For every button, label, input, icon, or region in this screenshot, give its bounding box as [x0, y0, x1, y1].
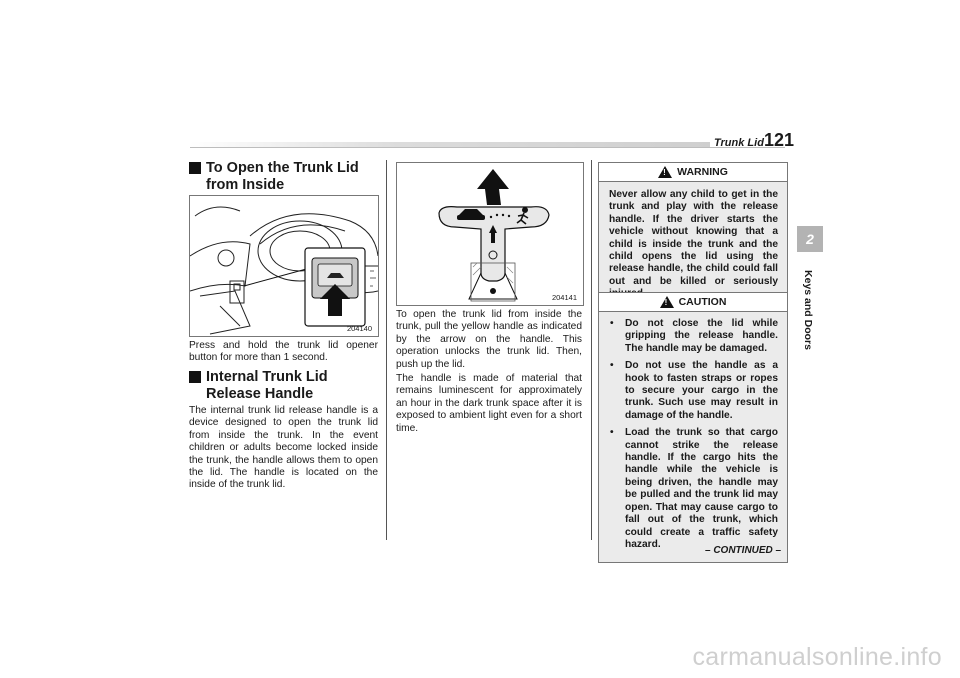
- chapter-number-tab[interactable]: 2: [797, 226, 823, 252]
- figure-number-2: 204141: [551, 293, 577, 302]
- caution-triangle-icon: [660, 296, 674, 308]
- caution-list: [607, 318, 778, 551]
- figure-number-1: 204140: [346, 324, 372, 333]
- paragraph-press-hold: Press and hold the trunk lid opener button for more than 1 second.: [189, 340, 378, 364]
- column-divider-left: [386, 160, 387, 540]
- caution-item: • Do not use the handle as a hook to fasten straps or ropes to secure your cargo in the trunk. Such use may result in damage of the handle.: [607, 360, 778, 422]
- dashboard-illustration: [190, 196, 378, 336]
- continued-label: – CONTINUED –: [705, 545, 782, 556]
- chapter-title-text: Keys and Doors: [802, 270, 814, 350]
- section-title: Trunk Lid: [714, 137, 764, 149]
- warning-header: ! WARNING: [599, 163, 787, 182]
- caution-item: • Load the trunk so that cargo cannot strike the release handle. If the cargo hits the handle while the vehicle is being driven, the handle may be pulled and the trunk lid may open. That may cause cargo to fall out of the trunk, which could create a traffic safety hazard.: [607, 427, 778, 551]
- warning-box: [598, 162, 788, 311]
- caution-header: ! CAUTION: [599, 293, 787, 312]
- caution-box: [598, 292, 788, 563]
- warning-triangle-icon: [658, 166, 672, 178]
- caution-list-container: [599, 312, 787, 562]
- chapter-title: [793, 260, 823, 360]
- column-divider-right: [591, 160, 592, 540]
- heading-internal-release-handle: Internal Trunk Lid Release Handle: [189, 369, 379, 403]
- figure-release-handle: [396, 162, 584, 306]
- header-line: [190, 147, 785, 148]
- up-arrow-icon: [477, 169, 509, 205]
- paragraph-handle-description: The internal trunk lid release handle is a device designed to open the trunk lid from inside the trunk. In the event children or adults become locked inside the trunk, the handle allows them to open the lid. The handle is located on the inside of the trunk lid.: [189, 405, 378, 491]
- figure-dashboard-opener: [189, 195, 379, 337]
- caution-item: • Do not close the lid while gripping the release handle. The handle may be damaged.: [607, 318, 778, 355]
- heading-bullet-icon: [189, 162, 201, 174]
- heading-open-trunk-inside: To Open the Trunk Lid from Inside: [189, 160, 379, 194]
- heading-bullet-icon: [189, 371, 201, 383]
- paragraph-open-from-inside: To open the trunk lid from inside the trunk, pull the yellow handle as indicated by the arrow on the handle. This operation unlocks the trunk lid. Then, push up the lid. The handle is made of material that remains luminescent for approximately an hour in the dark trunk space after it is exposed to ambient light even for a short time.: [396, 309, 582, 434]
- page-number: 121: [764, 130, 795, 150]
- release-handle-illustration: [397, 163, 583, 305]
- watermark[interactable]: carmanualsonline.info: [692, 643, 942, 671]
- warning-text: Never allow any child to get in the trunk and play with the release handle. If the driver starts the vehicle without knowing that a child is inside the trunk and the child opens the lid using the release handle, the child could fall out and be killed or seriously: [599, 182, 787, 310]
